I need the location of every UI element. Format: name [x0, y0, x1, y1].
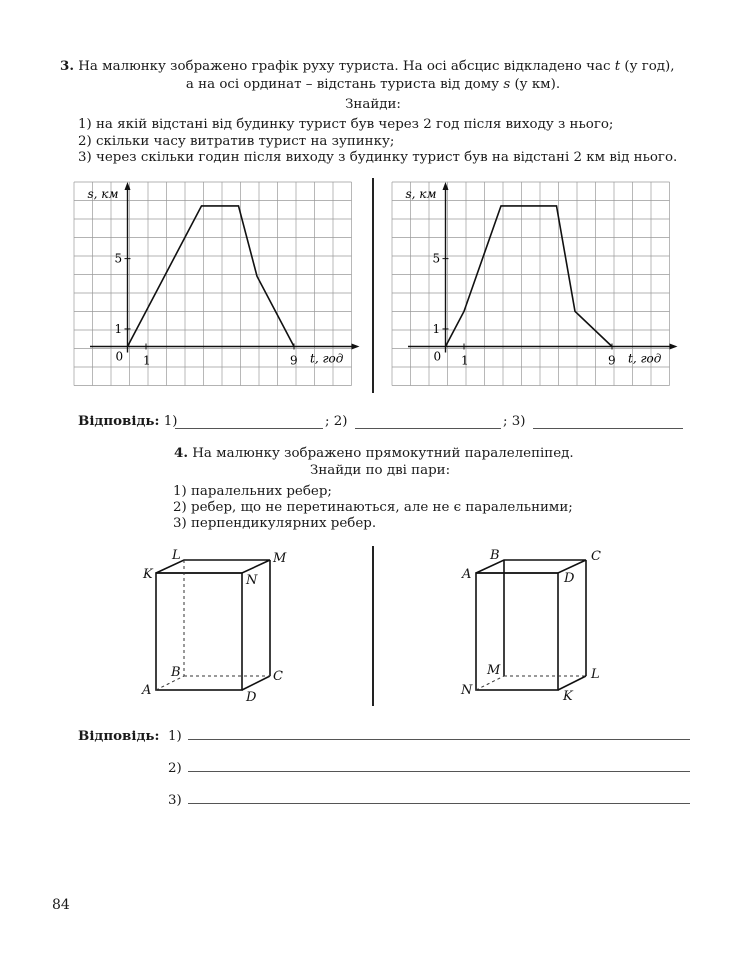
task4-intro: На малюнку зображено прямокутний паралелепіпед.: [192, 446, 574, 461]
task4-number: 4.: [174, 445, 188, 461]
x-tick-label: 1: [461, 353, 469, 368]
task4-answer-1: 1): [168, 729, 182, 744]
series-line: [128, 206, 295, 347]
task4-find: Знайди по дві пари:: [310, 463, 451, 478]
task3-intro-line2-end: (у км).: [514, 77, 561, 92]
task4-question-3: 3) перпендикулярних ребер.: [173, 516, 377, 531]
y-tick-label: 5: [114, 251, 123, 266]
x-axis-arrow: [352, 344, 360, 350]
task3-answer-2: ; 2): [325, 414, 348, 429]
chart-left: [60, 170, 370, 395]
task3-answer-3: ; 3): [503, 414, 526, 429]
box2-vertex-M: M: [487, 663, 501, 678]
box2-vertex-N: N: [461, 683, 473, 698]
box1-vertex-B: B: [171, 665, 181, 680]
y-tick-label: 1: [114, 321, 123, 336]
task3-answer-line-2[interactable]: [355, 428, 501, 429]
box2-vertex-K: K: [563, 689, 573, 704]
task3-number: 3.: [60, 58, 74, 74]
task3-line2: [0, 76, 746, 93]
charts-divider: [372, 178, 374, 393]
task4-answer-2: 2): [168, 761, 182, 776]
task3-answer-label: Відповідь:: [78, 413, 160, 429]
box2-vertex-L: L: [591, 667, 600, 682]
box-right-figure: [450, 540, 620, 710]
x-tick-label: 0: [433, 349, 442, 364]
y-axis-label: s, км: [405, 187, 437, 201]
box1-vertex-N: N: [246, 573, 258, 588]
box2-vertex-D: D: [564, 571, 575, 586]
y-tick-label: 5: [432, 251, 441, 266]
chart-right: [378, 170, 688, 395]
y-axis-label: s, км: [87, 187, 119, 201]
task4-question-2: 2) ребер, що не перетинаються, але не є паралельними;: [173, 500, 573, 515]
task3-answer-1: 1): [163, 414, 178, 429]
task4-answer-line-1[interactable]: [188, 739, 690, 740]
box1-vertex-D: D: [246, 690, 257, 705]
x-axis-label: t, год: [628, 351, 662, 366]
task4-answer-label: Відповідь:: [78, 728, 160, 744]
task3-answer-line-1[interactable]: [175, 428, 323, 429]
task4-line1: [174, 445, 574, 462]
box2-vertex-B: B: [490, 548, 500, 563]
box1-vertex-L: L: [172, 548, 181, 563]
x-tick-label: 9: [608, 353, 616, 368]
task4-question-1: 1) паралельних ребер;: [173, 484, 332, 499]
box2-vertex-A: A: [462, 567, 472, 582]
x-axis-arrow: [670, 344, 678, 350]
series-line: [446, 206, 613, 347]
page-number: 84: [52, 897, 70, 913]
box1-vertex-M: M: [273, 551, 287, 566]
box1-vertex-K: K: [143, 567, 153, 582]
task3-question-1: 1) на якій відстані від будинку турист був через 2 год після виходу з нього;: [78, 117, 614, 132]
task3-find: Знайди:: [345, 97, 401, 112]
box2-vertex-C: C: [591, 549, 601, 564]
task3-line1: [60, 58, 675, 75]
x-tick-label: 9: [290, 353, 298, 368]
task3-question-2: 2) скільки часу витратив турист на зупинку;: [78, 134, 395, 149]
boxes-divider: [372, 546, 374, 706]
x-tick-label: 0: [115, 349, 124, 364]
x-tick-label: 1: [143, 353, 151, 368]
task3-question-3: 3) через скільки годин після виходу з будинку турист був на відстані 2 км від нього.: [78, 150, 678, 165]
task3-intro-line1: На малюнку зображено графік руху туриста. На осі абсцис відкладено час: [78, 59, 611, 74]
task4-answer-line-3[interactable]: [188, 803, 690, 804]
task4-answer-3: 3): [168, 793, 182, 808]
y-tick-label: 1: [432, 321, 441, 336]
x-axis-label: t, год: [310, 351, 344, 366]
box1-vertex-A: A: [142, 683, 152, 698]
task3-intro-line2: а на осі ординат – відстань туриста від дому: [185, 77, 500, 92]
task3-var-s: s: [503, 77, 511, 92]
task4-answer-line-2[interactable]: [188, 771, 690, 772]
task3-intro-line1-end: (у год),: [624, 59, 675, 74]
task3-var-t: t: [614, 59, 621, 74]
task3-answer-line-3[interactable]: [533, 428, 683, 429]
box-left-figure: [130, 540, 300, 710]
task3-answer-row: [78, 413, 177, 430]
box1-vertex-C: C: [273, 669, 283, 684]
